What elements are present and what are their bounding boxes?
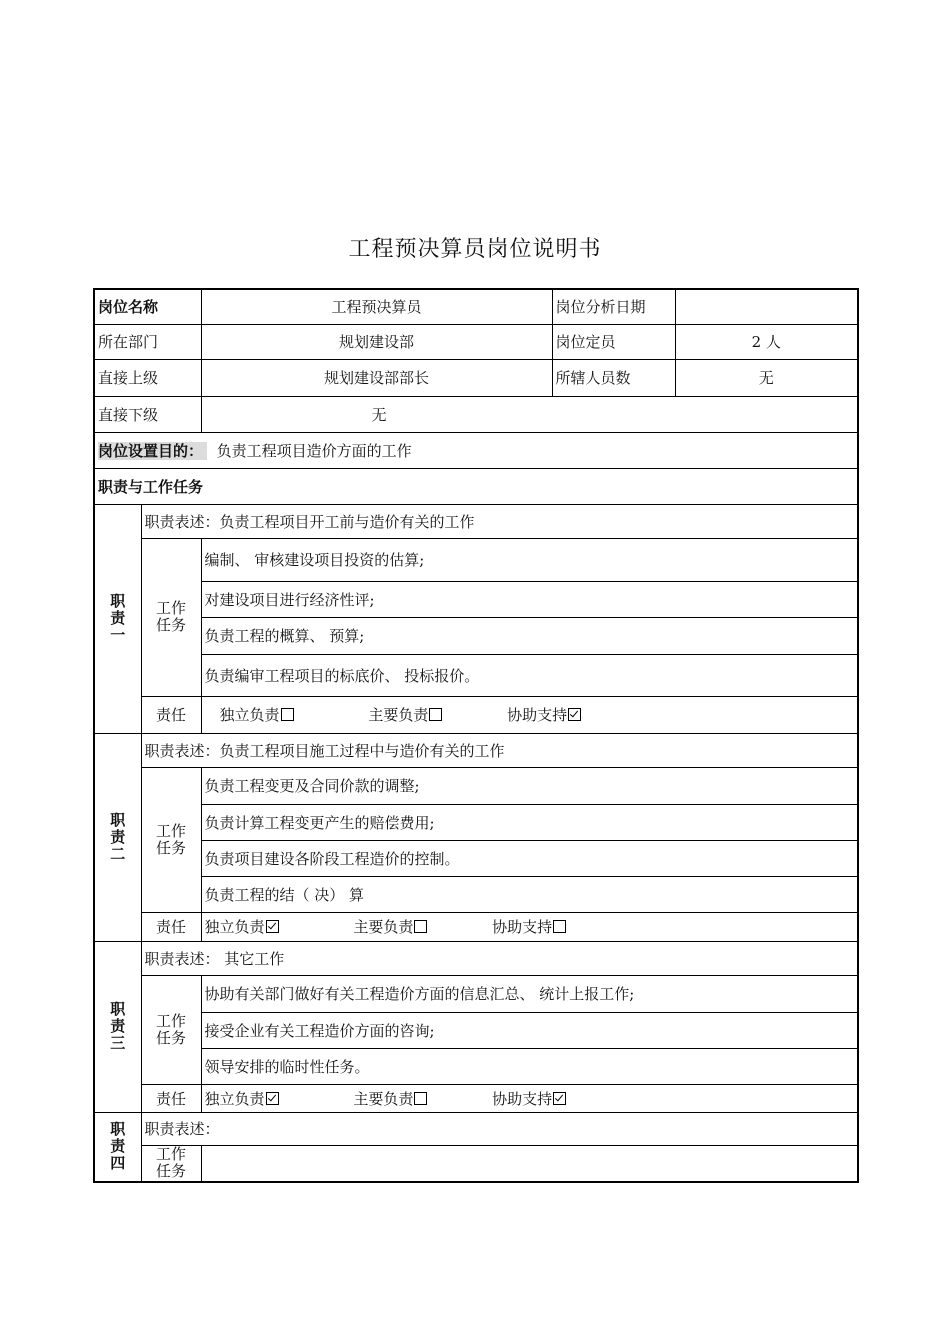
duty-3-description: 职责表述： 其它工作 [141, 941, 858, 975]
department-label: 所在部门 [94, 324, 201, 359]
row-duties-header [94, 468, 858, 504]
independent-label: 独立负责 [219, 706, 280, 724]
position-name-label: 岗位名称 [94, 289, 201, 324]
duty-2-description-row [94, 733, 858, 767]
duty-3-responsibility-label: 责任 [141, 1084, 201, 1112]
duties-header: 职责与工作任务 [94, 468, 858, 504]
duty-1-char-1: 职 [110, 592, 126, 610]
duty-2-responsibility [201, 912, 858, 941]
duty-2-independent-checkbox[interactable] [266, 920, 279, 933]
duty-2-description: 职责表述：负责工程项目施工过程中与造价有关的工作 [141, 733, 858, 767]
subordinates-count-value: 无 [675, 359, 858, 396]
row-purpose [94, 432, 858, 468]
duty-1-task-row [94, 581, 858, 617]
duty-2-task-2: 负责计算工程变更产生的赔偿费用; [201, 804, 858, 840]
duty-2-char-2: 责 [110, 827, 126, 846]
task-label-line2: 任务 [156, 616, 187, 634]
duty-1-independent[interactable] [220, 704, 294, 725]
purpose-cell [94, 432, 858, 468]
duty-2-main[interactable] [353, 916, 427, 937]
duty-2-responsibility-row [94, 912, 858, 941]
assist-label: 协助支持 [492, 1089, 553, 1108]
duty-4-description: 职责表述： [141, 1112, 858, 1145]
duty-1-char-3: 一 [110, 626, 126, 644]
task-label-line2: 任务 [156, 838, 187, 857]
duty-1-responsibility [201, 696, 858, 733]
duty-3-responsibility [201, 1084, 858, 1112]
subordinates-count-label: 所辖人员数 [552, 359, 675, 396]
department-value: 规划建设部 [201, 324, 552, 359]
duty-4-char-1: 职 [110, 1120, 126, 1139]
duty-1-char-2: 责 [110, 609, 126, 627]
duty-3-task-label [141, 975, 201, 1084]
independent-label: 独立负责 [204, 1089, 265, 1108]
duty-1-task-row [94, 538, 858, 581]
duty-3-label [94, 941, 141, 1112]
duty-1-assist-checkbox[interactable] [568, 708, 581, 721]
superior-label: 直接上级 [94, 359, 201, 396]
subordinate-label: 直接下级 [94, 396, 201, 432]
duty-2-assist[interactable] [492, 916, 566, 937]
independent-label: 独立负责 [204, 918, 265, 936]
duty-2-assist-checkbox[interactable] [553, 920, 566, 933]
duty-1-task-1: 编制、 审核建设项目投资的估算; [201, 538, 858, 581]
duty-1-task-row [94, 654, 858, 696]
assist-label: 协助支持 [507, 706, 568, 724]
duty-3-task-1: 协助有关部门做好有关工程造价方面的信息汇总、 统计上报工作; [201, 975, 858, 1012]
duty-4-description-row [94, 1112, 858, 1145]
document-title: 工程预决算员岗位说明书 [348, 237, 602, 262]
duty-1-main[interactable] [368, 704, 442, 725]
duty-1-task-label [141, 538, 201, 696]
duty-2-task-row [94, 767, 858, 804]
purpose-label: 岗位设置目的： [98, 442, 207, 460]
duty-1-assist[interactable] [507, 704, 581, 725]
duty-2-char-1: 职 [110, 810, 126, 829]
duty-4-task-label [141, 1145, 201, 1182]
task-label-line2: 任务 [156, 1162, 187, 1181]
row-department [94, 324, 858, 359]
row-position-name [94, 289, 858, 324]
assist-label: 协助支持 [492, 918, 553, 936]
duty-1-main-checkbox[interactable] [429, 708, 442, 721]
duty-2-task-4: 负责工程的结（ 决） 算 [201, 876, 858, 912]
duty-2-task-1: 负责工程变更及合同价款的调整; [201, 767, 858, 804]
duty-1-task-4: 负责编审工程项目的标底价、 投标报价。 [201, 654, 858, 696]
job-description-table [93, 288, 859, 1183]
duty-2-independent[interactable] [205, 916, 279, 937]
subordinate-text: 无 [371, 405, 387, 424]
task-label-line1: 工作 [156, 599, 187, 617]
duty-3-task-row [94, 975, 858, 1012]
headcount-value: 2 人 [675, 324, 858, 359]
duty-2-task-row [94, 804, 858, 840]
task-label-line1: 工作 [156, 821, 187, 840]
duty-3-char-2: 责 [110, 1017, 126, 1035]
superior-value: 规划建设部部长 [201, 359, 552, 396]
duty-4-task-1 [201, 1145, 858, 1182]
duty-1-task-row [94, 617, 858, 654]
row-superior [94, 359, 858, 396]
duty-3-main[interactable] [353, 1088, 427, 1109]
analysis-date-label: 岗位分析日期 [552, 289, 675, 324]
purpose-text: 负责工程项目造价方面的工作 [216, 441, 412, 460]
duty-3-assist-checkbox[interactable] [553, 1092, 566, 1105]
duty-2-label [94, 733, 141, 941]
duty-2-char-3: 二 [110, 844, 126, 863]
duty-1-responsibility-label: 责任 [141, 696, 201, 733]
headcount-label: 岗位定员 [552, 324, 675, 359]
duty-3-char-1: 职 [110, 1000, 126, 1018]
duty-3-independent-checkbox[interactable] [266, 1092, 279, 1105]
duty-1-independent-checkbox[interactable] [281, 708, 294, 721]
position-name-value: 工程预决算员 [201, 289, 552, 324]
duty-1-task-2: 对建设项目进行经济性评; [201, 581, 858, 617]
duty-3-main-checkbox[interactable] [414, 1092, 427, 1105]
task-label-line1: 工作 [156, 1011, 187, 1030]
duty-1-description-row [94, 504, 858, 538]
duty-2-responsibility-label: 责任 [141, 912, 201, 941]
main-label: 主要负责 [353, 1089, 414, 1108]
duty-1-task-3: 负责工程的概算、 预算; [201, 617, 858, 654]
duty-3-independent[interactable] [205, 1088, 279, 1109]
duty-1-label [94, 504, 141, 733]
duty-3-task-row [94, 1012, 858, 1048]
duty-3-task-3: 领导安排的临时性任务。 [201, 1048, 858, 1084]
duty-3-char-3: 三 [110, 1034, 126, 1052]
duty-2-task-3: 负责项目建设各阶段工程造价的控制。 [201, 840, 858, 876]
analysis-date-value [675, 289, 858, 324]
duty-4-task-row [94, 1145, 858, 1182]
main-label: 主要负责 [368, 706, 429, 724]
duty-3-task-2: 接受企业有关工程造价方面的咨询; [201, 1012, 858, 1048]
duty-2-task-row [94, 876, 858, 912]
duty-2-task-label [141, 767, 201, 912]
duty-3-description-row [94, 941, 858, 975]
duty-3-responsibility-row [94, 1084, 858, 1112]
main-label: 主要负责 [353, 918, 414, 936]
duty-1-description: 职责表述：负责工程项目开工前与造价有关的工作 [141, 504, 858, 538]
duty-3-task-row [94, 1048, 858, 1084]
duty-3-assist[interactable] [492, 1088, 566, 1109]
duty-1-responsibility-row [94, 696, 858, 733]
duty-4-char-2: 责 [110, 1137, 126, 1156]
duty-4-char-3: 四 [110, 1154, 126, 1173]
task-label-line2: 任务 [156, 1028, 187, 1047]
subordinate-value [201, 396, 858, 432]
row-subordinate [94, 396, 858, 432]
duty-2-main-checkbox[interactable] [414, 920, 427, 933]
duty-2-task-row [94, 840, 858, 876]
task-label-line1: 工作 [156, 1145, 187, 1164]
duty-4-label [94, 1112, 141, 1182]
